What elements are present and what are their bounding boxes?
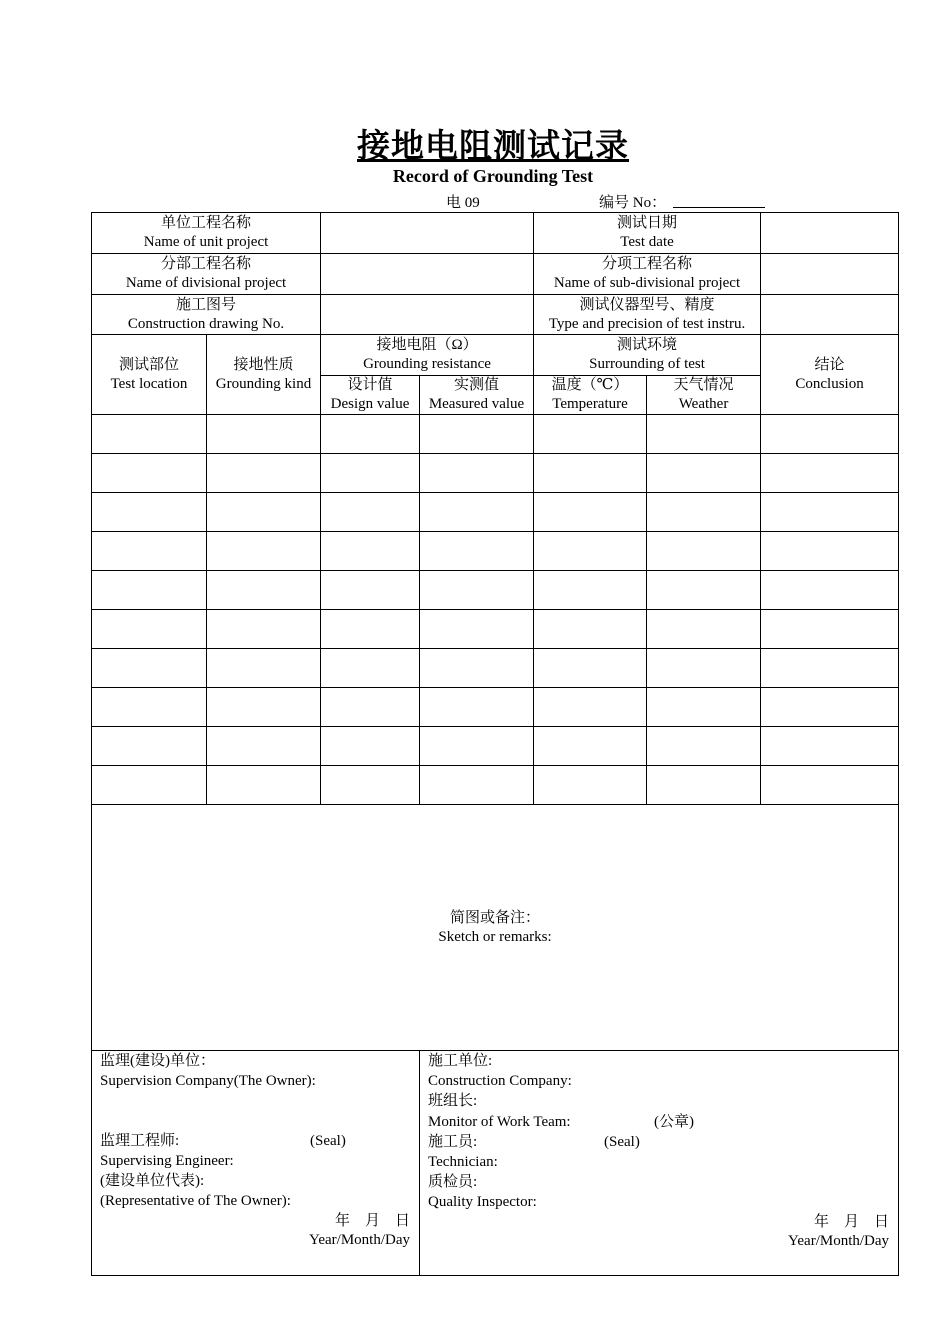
temperature-header: 温度（℃） Temperature [534, 376, 647, 415]
table-cell[interactable] [647, 649, 761, 688]
table-row [92, 493, 899, 532]
table-row [92, 727, 899, 766]
technician-label-cn: 施工员: [428, 1134, 478, 1150]
table-cell[interactable] [647, 415, 761, 454]
record-number-label: 编号 No： [599, 195, 667, 211]
table-cell[interactable] [207, 766, 321, 805]
table-row [92, 649, 899, 688]
grounding-resistance-header: 接地电阻（Ω） Grounding resistance [321, 335, 534, 376]
table-row [92, 610, 899, 649]
table-cell[interactable] [761, 415, 899, 454]
table-cell[interactable] [761, 493, 899, 532]
quality-inspector-label-cn: 质检员: [428, 1174, 478, 1190]
table-cell[interactable] [420, 688, 534, 727]
test-instrument-value[interactable] [761, 295, 899, 335]
table-cell[interactable] [321, 454, 420, 493]
table-cell[interactable] [321, 649, 420, 688]
table-cell[interactable] [321, 688, 420, 727]
table-cell[interactable] [534, 493, 647, 532]
construction-signature-block[interactable] [420, 1051, 899, 1276]
table-cell[interactable] [92, 688, 207, 727]
table-cell[interactable] [647, 571, 761, 610]
technician-label-en: Technician: [428, 1154, 498, 1170]
table-cell[interactable] [761, 649, 899, 688]
table-cell[interactable] [534, 649, 647, 688]
table-cell[interactable] [647, 493, 761, 532]
table-cell[interactable] [207, 727, 321, 766]
table-cell[interactable] [321, 727, 420, 766]
construction-seal-en: (Seal) [604, 1134, 640, 1150]
table-cell[interactable] [647, 610, 761, 649]
form-subtitle: Record of Grounding Test [392, 166, 594, 186]
grounding-test-table [91, 212, 899, 1276]
table-cell[interactable] [534, 571, 647, 610]
table-cell[interactable] [92, 493, 207, 532]
construction-seal-cn: (公章) [654, 1114, 695, 1130]
table-cell[interactable] [534, 415, 647, 454]
conclusion-header: 结论 Conclusion [761, 335, 899, 415]
table-cell[interactable] [420, 571, 534, 610]
table-cell[interactable] [647, 454, 761, 493]
construction-date-en: Year/Month/Day [788, 1233, 890, 1249]
sub-divisional-project-value[interactable] [761, 254, 899, 295]
form-code: 电 09 [446, 195, 480, 211]
supervision-signature-block[interactable] [92, 1051, 420, 1276]
table-cell[interactable] [534, 688, 647, 727]
drawing-no-value[interactable] [321, 295, 534, 335]
divisional-project-value[interactable] [321, 254, 534, 295]
owner-representative-label-cn: (建设单位代表): [100, 1173, 205, 1189]
team-monitor-label-cn: 班组长: [428, 1093, 478, 1109]
table-cell[interactable] [207, 415, 321, 454]
sub-divisional-project-label: 分项工程名称 Name of sub-divisional project [534, 254, 761, 295]
table-row [92, 415, 899, 454]
table-row [92, 532, 899, 571]
divisional-project-label: 分部工程名称 Name of divisional project [92, 254, 321, 295]
table-cell[interactable] [321, 415, 420, 454]
supervision-seal-en: (Seal) [310, 1133, 346, 1149]
table-cell[interactable] [534, 610, 647, 649]
supervising-engineer-label-cn: 监理工程师: [100, 1133, 180, 1149]
table-cell[interactable] [761, 727, 899, 766]
table-cell[interactable] [647, 532, 761, 571]
measured-value-header: 实测值 Measured value [420, 376, 534, 415]
remarks-area[interactable] [92, 805, 899, 1051]
table-cell[interactable] [761, 766, 899, 805]
table-row [92, 571, 899, 610]
table-cell[interactable] [420, 493, 534, 532]
test-date-label: 测试日期 Test date [534, 213, 761, 254]
table-cell[interactable] [420, 766, 534, 805]
table-cell[interactable] [92, 571, 207, 610]
table-cell[interactable] [321, 493, 420, 532]
table-cell[interactable] [761, 454, 899, 493]
table-cell[interactable] [420, 532, 534, 571]
team-monitor-label-en: Monitor of Work Team: [428, 1114, 571, 1130]
surrounding-header: 测试环境 Surrounding of test [534, 335, 761, 376]
table-cell[interactable] [761, 532, 899, 571]
table-cell[interactable] [92, 766, 207, 805]
table-cell[interactable] [420, 727, 534, 766]
construction-date-cn: 年 月 日 [814, 1214, 890, 1230]
owner-representative-label-en: (Representative of The Owner): [100, 1193, 291, 1209]
table-cell[interactable] [534, 454, 647, 493]
table-cell[interactable] [321, 766, 420, 805]
table-cell[interactable] [647, 766, 761, 805]
table-row [92, 766, 899, 805]
construction-company-label-en: Construction Company: [428, 1073, 572, 1089]
table-cell[interactable] [420, 610, 534, 649]
remarks-label-en: Sketch or remarks: [438, 928, 552, 945]
table-cell[interactable] [420, 415, 534, 454]
supervision-company-label-cn: 监理(建设)单位： [100, 1053, 215, 1069]
table-cell[interactable] [207, 454, 321, 493]
construction-company-label-cn: 施工单位: [428, 1053, 493, 1069]
table-cell[interactable] [761, 688, 899, 727]
unit-project-value[interactable] [321, 213, 534, 254]
unit-project-label: 单位工程名称 Name of unit project [92, 213, 321, 254]
table-cell[interactable] [647, 727, 761, 766]
drawing-no-label: 施工图号 Construction drawing No. [92, 295, 321, 335]
weather-header: 天气情况 Weather [647, 376, 761, 415]
table-cell[interactable] [207, 649, 321, 688]
table-cell[interactable] [207, 610, 321, 649]
form-title: 接地电阻测试记录 [357, 126, 629, 165]
table-cell[interactable] [92, 532, 207, 571]
table-row [92, 688, 899, 727]
table-cell[interactable] [761, 610, 899, 649]
table-cell[interactable] [321, 532, 420, 571]
table-cell[interactable] [420, 454, 534, 493]
table-cell[interactable] [92, 727, 207, 766]
table-cell[interactable] [207, 493, 321, 532]
table-cell[interactable] [761, 571, 899, 610]
test-instrument-label: 测试仪器型号、精度 Type and precision of test instru. [534, 295, 761, 335]
table-row [92, 454, 899, 493]
table-cell[interactable] [92, 649, 207, 688]
supervising-engineer-label-en: Supervising Engineer: [100, 1153, 234, 1169]
table-cell[interactable] [534, 766, 647, 805]
table-cell[interactable] [207, 571, 321, 610]
table-cell[interactable] [207, 688, 321, 727]
table-cell[interactable] [207, 532, 321, 571]
table-cell[interactable] [92, 610, 207, 649]
table-cell[interactable] [534, 532, 647, 571]
design-value-header: 设计值 Design value [321, 376, 420, 415]
supervision-company-label-en: Supervision Company(The Owner): [100, 1073, 316, 1089]
supervision-date-cn: 年 月 日 [335, 1213, 411, 1229]
record-number-field[interactable] [673, 207, 765, 208]
table-cell[interactable] [92, 415, 207, 454]
grounding-kind-header: 接地性质 Grounding kind [207, 335, 321, 415]
table-cell[interactable] [92, 454, 207, 493]
remarks-label-cn: 简图或备注： [450, 909, 541, 926]
quality-inspector-label-en: Quality Inspector: [428, 1194, 537, 1210]
test-location-header: 测试部位 Test location [92, 335, 207, 415]
table-cell[interactable] [647, 688, 761, 727]
table-cell[interactable] [321, 610, 420, 649]
supervision-date-en: Year/Month/Day [309, 1232, 411, 1248]
table-cell[interactable] [534, 727, 647, 766]
table-cell[interactable] [420, 649, 534, 688]
table-cell[interactable] [321, 571, 420, 610]
test-date-value[interactable] [761, 213, 899, 254]
